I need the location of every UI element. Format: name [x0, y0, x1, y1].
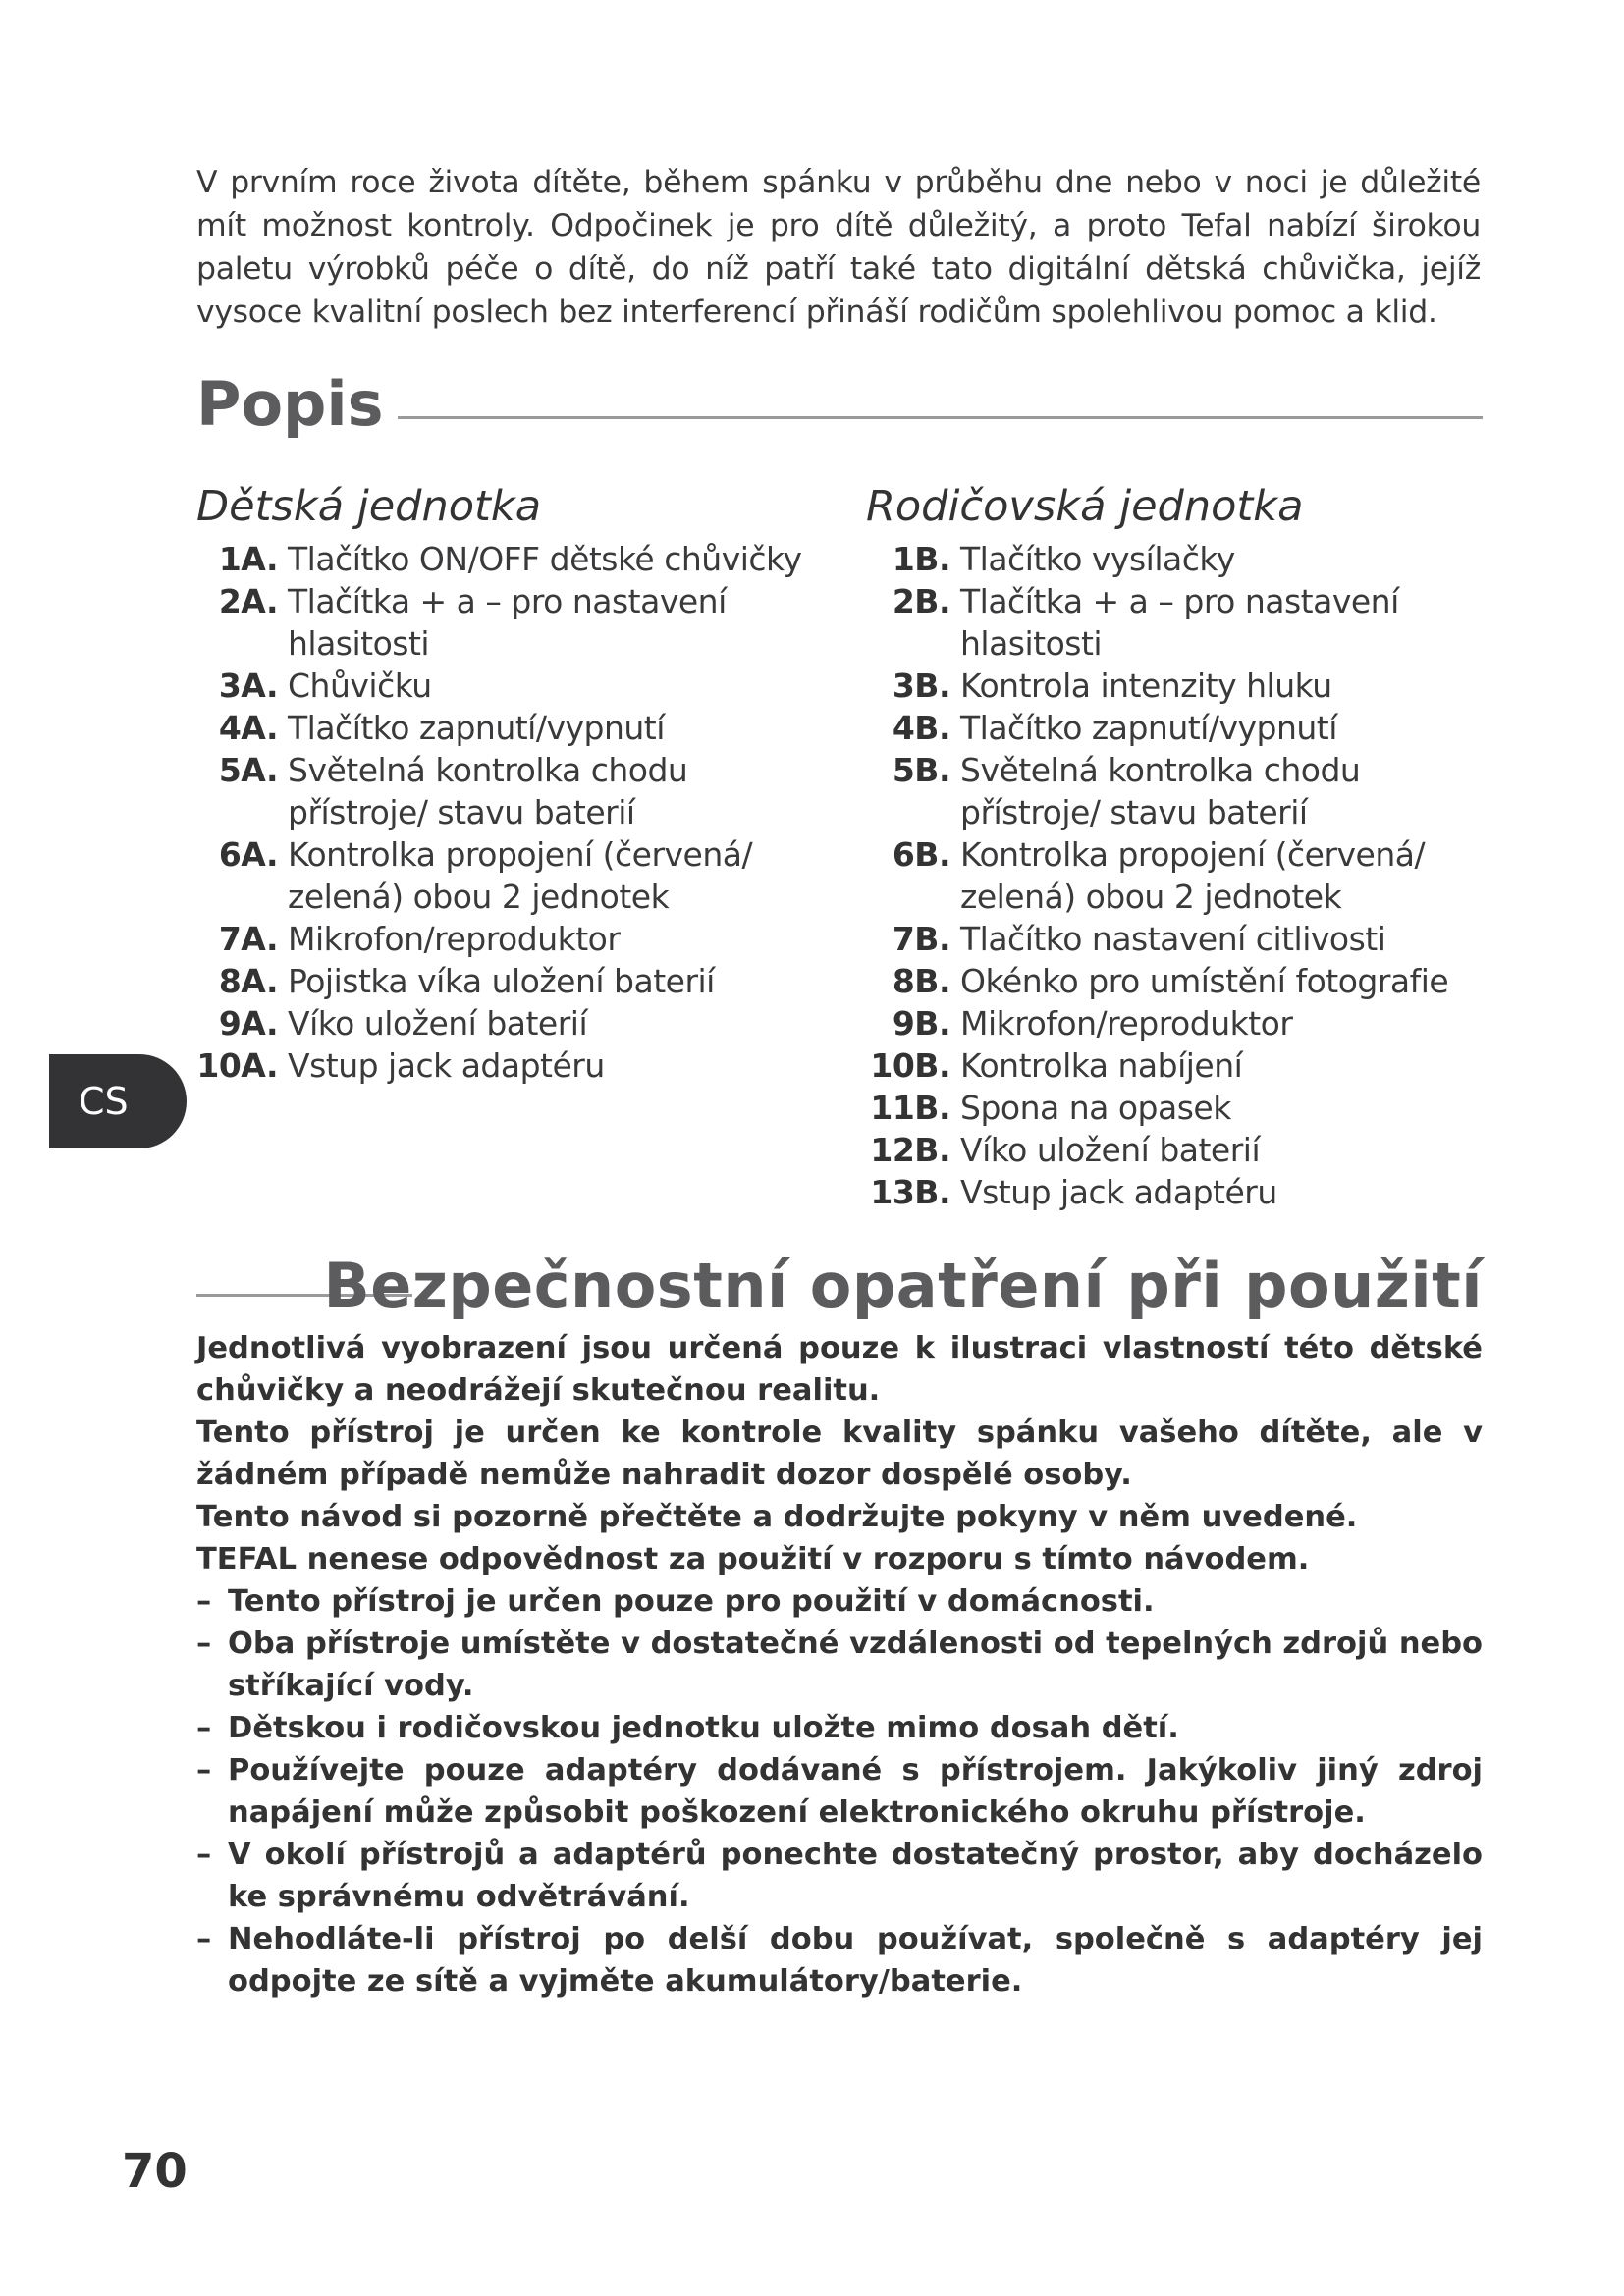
list-item [196, 1002, 835, 1044]
item-text: Tlačítka + a – pro nastavení hlasitosti [288, 582, 727, 663]
parent-unit-column [866, 479, 1494, 1213]
bullet-text: Používejte pouze adaptéry dodávané s přístrojem. Jakýkoliv jiný zdroj napájení může způsobit poškození elektronického okruhu přístroje. [228, 1753, 1483, 1830]
item-number: 2A. [218, 582, 278, 620]
bullet-text: Nehodláte-li přístroj po delší dobu používat, společně s adaptéry jej odpojte ze sítě a vyjměte akumulátory/baterie. [228, 1922, 1483, 1999]
item-number: 7B. [892, 920, 950, 958]
dash-marker: – [196, 1627, 212, 1661]
list-item [196, 580, 835, 665]
intro-paragraph: V prvním roce života dítěte, během spánku v průběhu dne nebo v noci je důležité mít možnost kontroly. Odpočinek je pro dítě důležitý, a proto Tefal nabízí širokou paletu výrobků péče o dítě, do níž patří také tato digitální dětská chůvička, jejíž vysoce kvalitní poslech bez interferencí přináší rodičům spolehlivou pomoc a klid. [196, 165, 1481, 330]
list-item [196, 960, 835, 1002]
list-item [866, 1171, 1494, 1213]
item-text: Světelná kontrolka chodu přístroje/ stavu baterií [288, 751, 688, 831]
parent-unit-heading: Rodičovská jednotka [866, 482, 1304, 531]
item-text: Kontrola intenzity hluku [960, 667, 1332, 705]
safety-bullet [196, 1580, 1483, 1623]
item-number: 8B. [892, 962, 950, 1000]
item-number: 10A. [196, 1046, 278, 1085]
list-item [196, 749, 835, 833]
item-text: Spona na opasek [960, 1089, 1231, 1127]
item-number: 12B. [870, 1131, 950, 1169]
item-text: Kontrolka propojení (červená/ zelená) obou 2 jednotek [288, 835, 753, 916]
item-text: Tlačítko nastavení citlivosti [960, 920, 1386, 958]
item-number: 8A. [218, 962, 278, 1000]
list-item [866, 707, 1494, 749]
dash-marker: – [196, 1584, 212, 1619]
item-text: Tlačítko ON/OFF dětské chůvičky [288, 540, 802, 578]
safety-bullet [196, 1707, 1483, 1749]
bullet-text: Oba přístroje umístěte v dostatečné vzdálenosti od tepelných zdrojů nebo stříkající vody. [228, 1627, 1483, 1703]
popis-heading: Popis [196, 368, 384, 440]
bullet-text: Dětskou i rodičovskou jednotku uložte mimo dosah dětí. [228, 1711, 1179, 1745]
page-number: 70 [122, 2144, 188, 2199]
item-number: 13B. [870, 1173, 950, 1211]
item-text: Kontrolka propojení (červená/ zelená) obou 2 jednotek [960, 835, 1426, 916]
item-number: 11B. [870, 1089, 950, 1127]
dash-marker: – [196, 1838, 212, 1872]
list-item [866, 580, 1494, 665]
item-number: 4A. [218, 709, 278, 747]
item-text: Mikrofon/reproduktor [288, 920, 621, 958]
dash-marker: – [196, 1922, 212, 1956]
list-item [866, 1129, 1494, 1171]
list-item [866, 749, 1494, 833]
list-item [866, 1044, 1494, 1087]
item-number: 9A. [218, 1004, 278, 1042]
item-text: Vstup jack adaptéru [288, 1046, 605, 1085]
item-number: 1B. [892, 540, 950, 578]
child-unit-column [196, 479, 835, 1087]
item-text: Světelná kontrolka chodu přístroje/ stavu baterií [960, 751, 1361, 831]
item-number: 5B. [892, 751, 950, 789]
list-item [866, 538, 1494, 580]
safety-section [196, 1327, 1483, 2002]
safety-bullet [196, 1918, 1483, 2002]
item-number: 4B. [892, 709, 950, 747]
item-text: Tlačítko zapnutí/vypnutí [288, 709, 665, 747]
safety-paragraph: Tento návod si pozorně přečtěte a dodržujte pokyny v něm uvedené. [196, 1500, 1358, 1534]
item-text: Mikrofon/reproduktor [960, 1004, 1293, 1042]
child-unit-list [196, 538, 835, 1087]
list-item [866, 918, 1494, 960]
item-text: Pojistka víka uložení baterií [288, 962, 715, 1000]
safety-bullet [196, 1749, 1483, 1834]
item-number: 3B. [892, 667, 950, 705]
parent-unit-list [866, 538, 1494, 1213]
list-item [196, 665, 835, 707]
item-number: 6A. [218, 835, 278, 874]
list-item [866, 1002, 1494, 1044]
safety-paragraph: TEFAL nenese odpovědnost za použití v rozporu s tímto návodem. [196, 1542, 1310, 1576]
item-text: Víko uložení baterií [288, 1004, 588, 1042]
item-text: Víko uložení baterií [960, 1131, 1261, 1169]
item-number: 10B. [870, 1046, 950, 1085]
item-number: 9B. [892, 1004, 950, 1042]
list-item [196, 707, 835, 749]
list-item [866, 665, 1494, 707]
safety-bullet [196, 1623, 1483, 1707]
item-text: Chůvičku [288, 667, 432, 705]
bullet-text: Tento přístroj je určen pouze pro použití v domácnosti. [228, 1584, 1155, 1619]
item-text: Tlačítka + a – pro nastavení hlasitosti [960, 582, 1399, 663]
child-unit-heading: Dětská jednotka [196, 482, 542, 531]
item-number: 6B. [892, 835, 950, 874]
item-number: 1A. [218, 540, 278, 578]
safety-heading: Bezpečnostní opatření při použití [323, 1250, 1483, 1321]
item-text: Kontrolka nabíjení [960, 1046, 1243, 1085]
item-number: 2B. [892, 582, 950, 620]
item-text: Vstup jack adaptéru [960, 1173, 1277, 1211]
list-item [866, 1087, 1494, 1129]
dash-marker: – [196, 1753, 212, 1788]
safety-paragraph: Tento přístroj je určen ke kontrole kvality spánku vašeho dítěte, ale v žádném případě nemůže nahradit dozor dospělé osoby. [196, 1415, 1483, 1492]
item-number: 5A. [218, 751, 278, 789]
bullet-text: V okolí přístrojů a adaptérů ponechte dostatečný prostor, aby docházelo ke správnému odvětrávání. [228, 1838, 1483, 1914]
list-item [196, 1044, 835, 1087]
safety-paragraph: Jednotlivá vyobrazení jsou určená pouze k ilustraci vlastností této dětské chůvičky a neodrážejí skutečnou realitu. [196, 1331, 1483, 1408]
dash-marker: – [196, 1711, 212, 1745]
item-number: 7A. [218, 920, 278, 958]
item-number: 3A. [218, 667, 278, 705]
language-tab: CS [49, 1054, 187, 1148]
popis-heading-rule [398, 416, 1483, 419]
item-text: Tlačítko vysílačky [960, 540, 1235, 578]
list-item [196, 833, 835, 918]
list-item [866, 833, 1494, 918]
item-text: Tlačítko zapnutí/vypnutí [960, 709, 1337, 747]
list-item [196, 538, 835, 580]
list-item [866, 960, 1494, 1002]
item-text: Okénko pro umístění fotografie [960, 962, 1449, 1000]
list-item [196, 918, 835, 960]
safety-bullet [196, 1834, 1483, 1918]
